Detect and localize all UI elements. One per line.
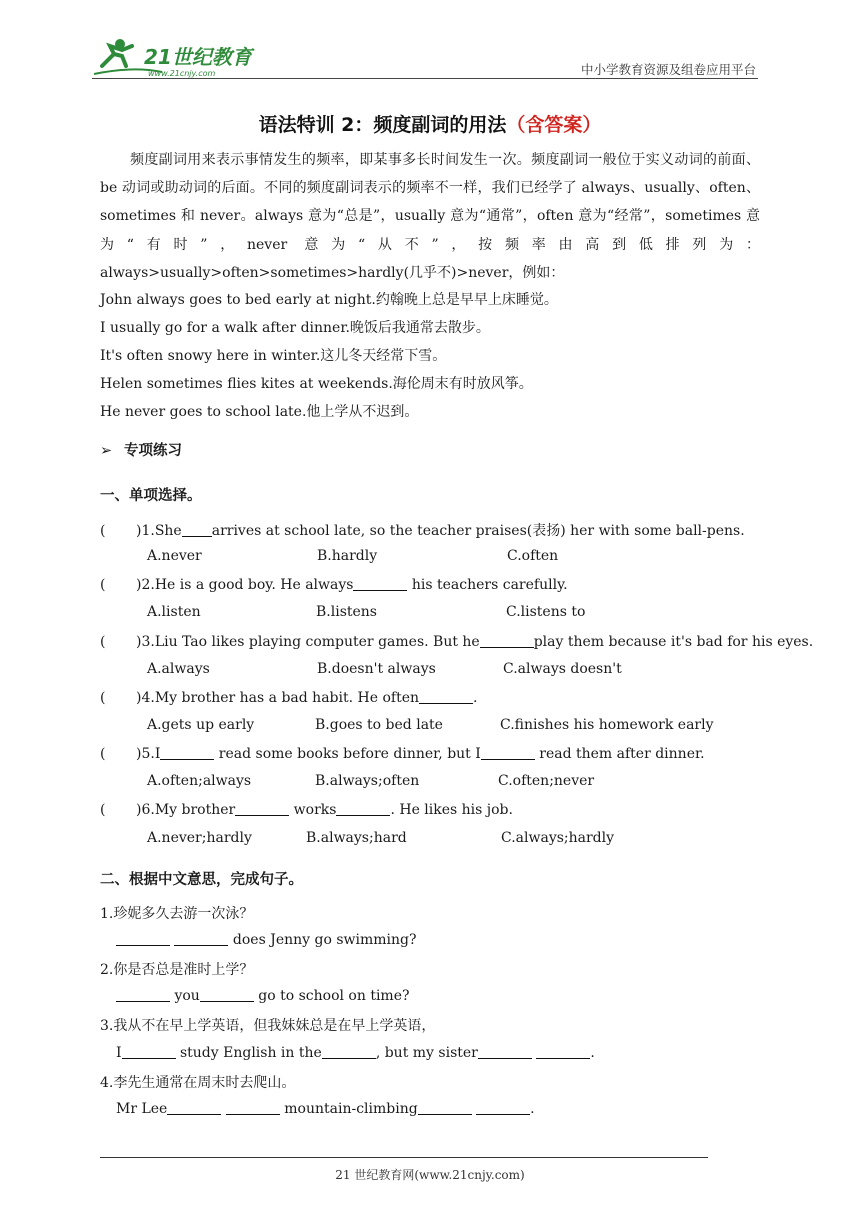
answer-blank[interactable] [322, 1044, 376, 1059]
answer-note: （含答案） [506, 114, 602, 136]
answer-blank[interactable] [167, 1100, 221, 1115]
sentence-chinese: 4.李先生通常在周末时去爬山。 [100, 1075, 296, 1091]
option-c: C.always doesn't [503, 661, 622, 677]
answer-blank[interactable] [200, 987, 254, 1002]
answer-blank[interactable] [476, 1100, 530, 1115]
sentence-english: I study English in the , but my sister . [116, 1045, 595, 1061]
option-b: B.hardly [317, 548, 378, 564]
practice-heading: ➢ 专项练习 [100, 443, 182, 459]
answer-blank[interactable] [122, 1044, 176, 1059]
option-b: B.always;often [315, 773, 420, 789]
option-c: C.listens to [506, 604, 586, 620]
answer-blank[interactable] [418, 1100, 472, 1115]
intro-paragraph [100, 146, 760, 287]
section2-heading: 二、根据中文意思，完成句子。 [100, 872, 303, 888]
answer-blank[interactable] [116, 987, 170, 1002]
option-b: B.goes to bed late [315, 717, 443, 733]
sentence-english: you go to school on time? [116, 987, 410, 1004]
sentence-english: Mr Lee mountain-climbing . [116, 1101, 535, 1117]
header-divider [92, 78, 758, 79]
answer-blank[interactable] [480, 633, 534, 648]
answer-blank[interactable] [481, 745, 535, 760]
example-line: It's often snowy here in winter.这儿冬天经常下雪。 [100, 348, 447, 364]
question-4: ( )4.My brother has a bad habit. He often . [100, 690, 478, 706]
answer-blank[interactable] [235, 801, 289, 816]
intro-text: 频度副词用来表示事情发生的频率，即某事多长时间发生一次。频度副词一般位于实义动词的前面、be 动词或助动词的后面。不同的频度副词表示的频率不一样，我们已经学了 always、usually、often、sometimes 和 never。always 意为“总是”，usually 意为“通常”，often 意为“经常”，sometimes 意为“有时”，never 意为“从不”，按频率由高到低排列为：always>usually>often>sometimes>hardly(几乎不)>never，例如： [100, 152, 760, 281]
example-line: I usually go for a walk after dinner.晚饭后我通常去散步。 [100, 320, 490, 336]
option-c: C.often [507, 548, 559, 564]
option-c: C.always;hardly [501, 830, 615, 846]
sentence-chinese: 2.你是否总是准时上学？ [100, 962, 254, 978]
option-a: A.gets up early [147, 717, 255, 733]
option-a: A.never [147, 548, 202, 564]
section1-heading: 一、单项选择。 [100, 488, 202, 504]
answer-blank[interactable] [336, 801, 390, 816]
svg-text:www.21cnjy.com: www.21cnjy.com [148, 69, 216, 78]
question-1: ( )1.She arrives at school late, so the teacher praises(表扬) her with some ball-pens. [100, 523, 745, 539]
question-2: ( )2.He is a good boy. He always his teachers carefully. [100, 577, 568, 593]
option-a: A.always [147, 661, 210, 677]
example-line: John always goes to bed early at night.约翰晚上总是早早上床睡觉。 [100, 292, 558, 308]
example-line: Helen sometimes flies kites at weekends.海伦周末有时放风筝。 [100, 376, 533, 392]
option-a: A.often;always [147, 773, 252, 789]
answer-blank[interactable] [419, 689, 473, 704]
answer-blank[interactable] [116, 931, 170, 946]
sentence-chinese: 1.珍妮多久去游一次泳？ [100, 906, 254, 922]
question-6: ( )6.My brother works . He likes his job. [100, 802, 513, 818]
question-5: ( )5.I read some books before dinner, but I read them after dinner. [100, 746, 705, 762]
answer-blank[interactable] [160, 745, 214, 760]
option-b: B.listens [316, 604, 377, 620]
runner-logo-icon [92, 36, 262, 78]
sentence-chinese: 3.我从不在早上学英语，但我妹妹总是在早上学英语， [100, 1018, 436, 1034]
answer-blank[interactable] [182, 522, 212, 537]
option-a: A.never;hardly [147, 830, 252, 846]
logo [92, 36, 262, 78]
question-3: ( )3.Liu Tao likes playing computer games. But he play them because it's bad for his eyes. [100, 634, 814, 650]
answer-blank[interactable] [174, 931, 228, 946]
option-b: B.always;hard [306, 830, 407, 846]
footer-text: 21 世纪教育网(www.21cnjy.com) [335, 1168, 525, 1182]
option-a: A.listen [147, 604, 201, 620]
page-title: 语法特训 2：频度副词的用法（含答案） [258, 114, 602, 136]
header-platform-text: 中小学教育资源及组卷应用平台 [580, 62, 756, 77]
option-c: C.often;never [498, 773, 595, 789]
option-c: C.finishes his homework early [500, 717, 714, 733]
footer-divider [100, 1157, 708, 1158]
answer-blank[interactable] [353, 576, 407, 591]
answer-blank[interactable] [536, 1044, 590, 1059]
answer-blank[interactable] [478, 1044, 532, 1059]
svg-text:21世纪教育: 21世纪教育 [144, 45, 252, 69]
answer-blank[interactable] [226, 1100, 280, 1115]
sentence-english: does Jenny go swimming? [116, 931, 417, 948]
option-b: B.doesn't always [317, 661, 436, 677]
arrow-bullet-icon: ➢ [100, 443, 113, 459]
example-line: He never goes to school late.他上学从不迟到。 [100, 404, 419, 420]
